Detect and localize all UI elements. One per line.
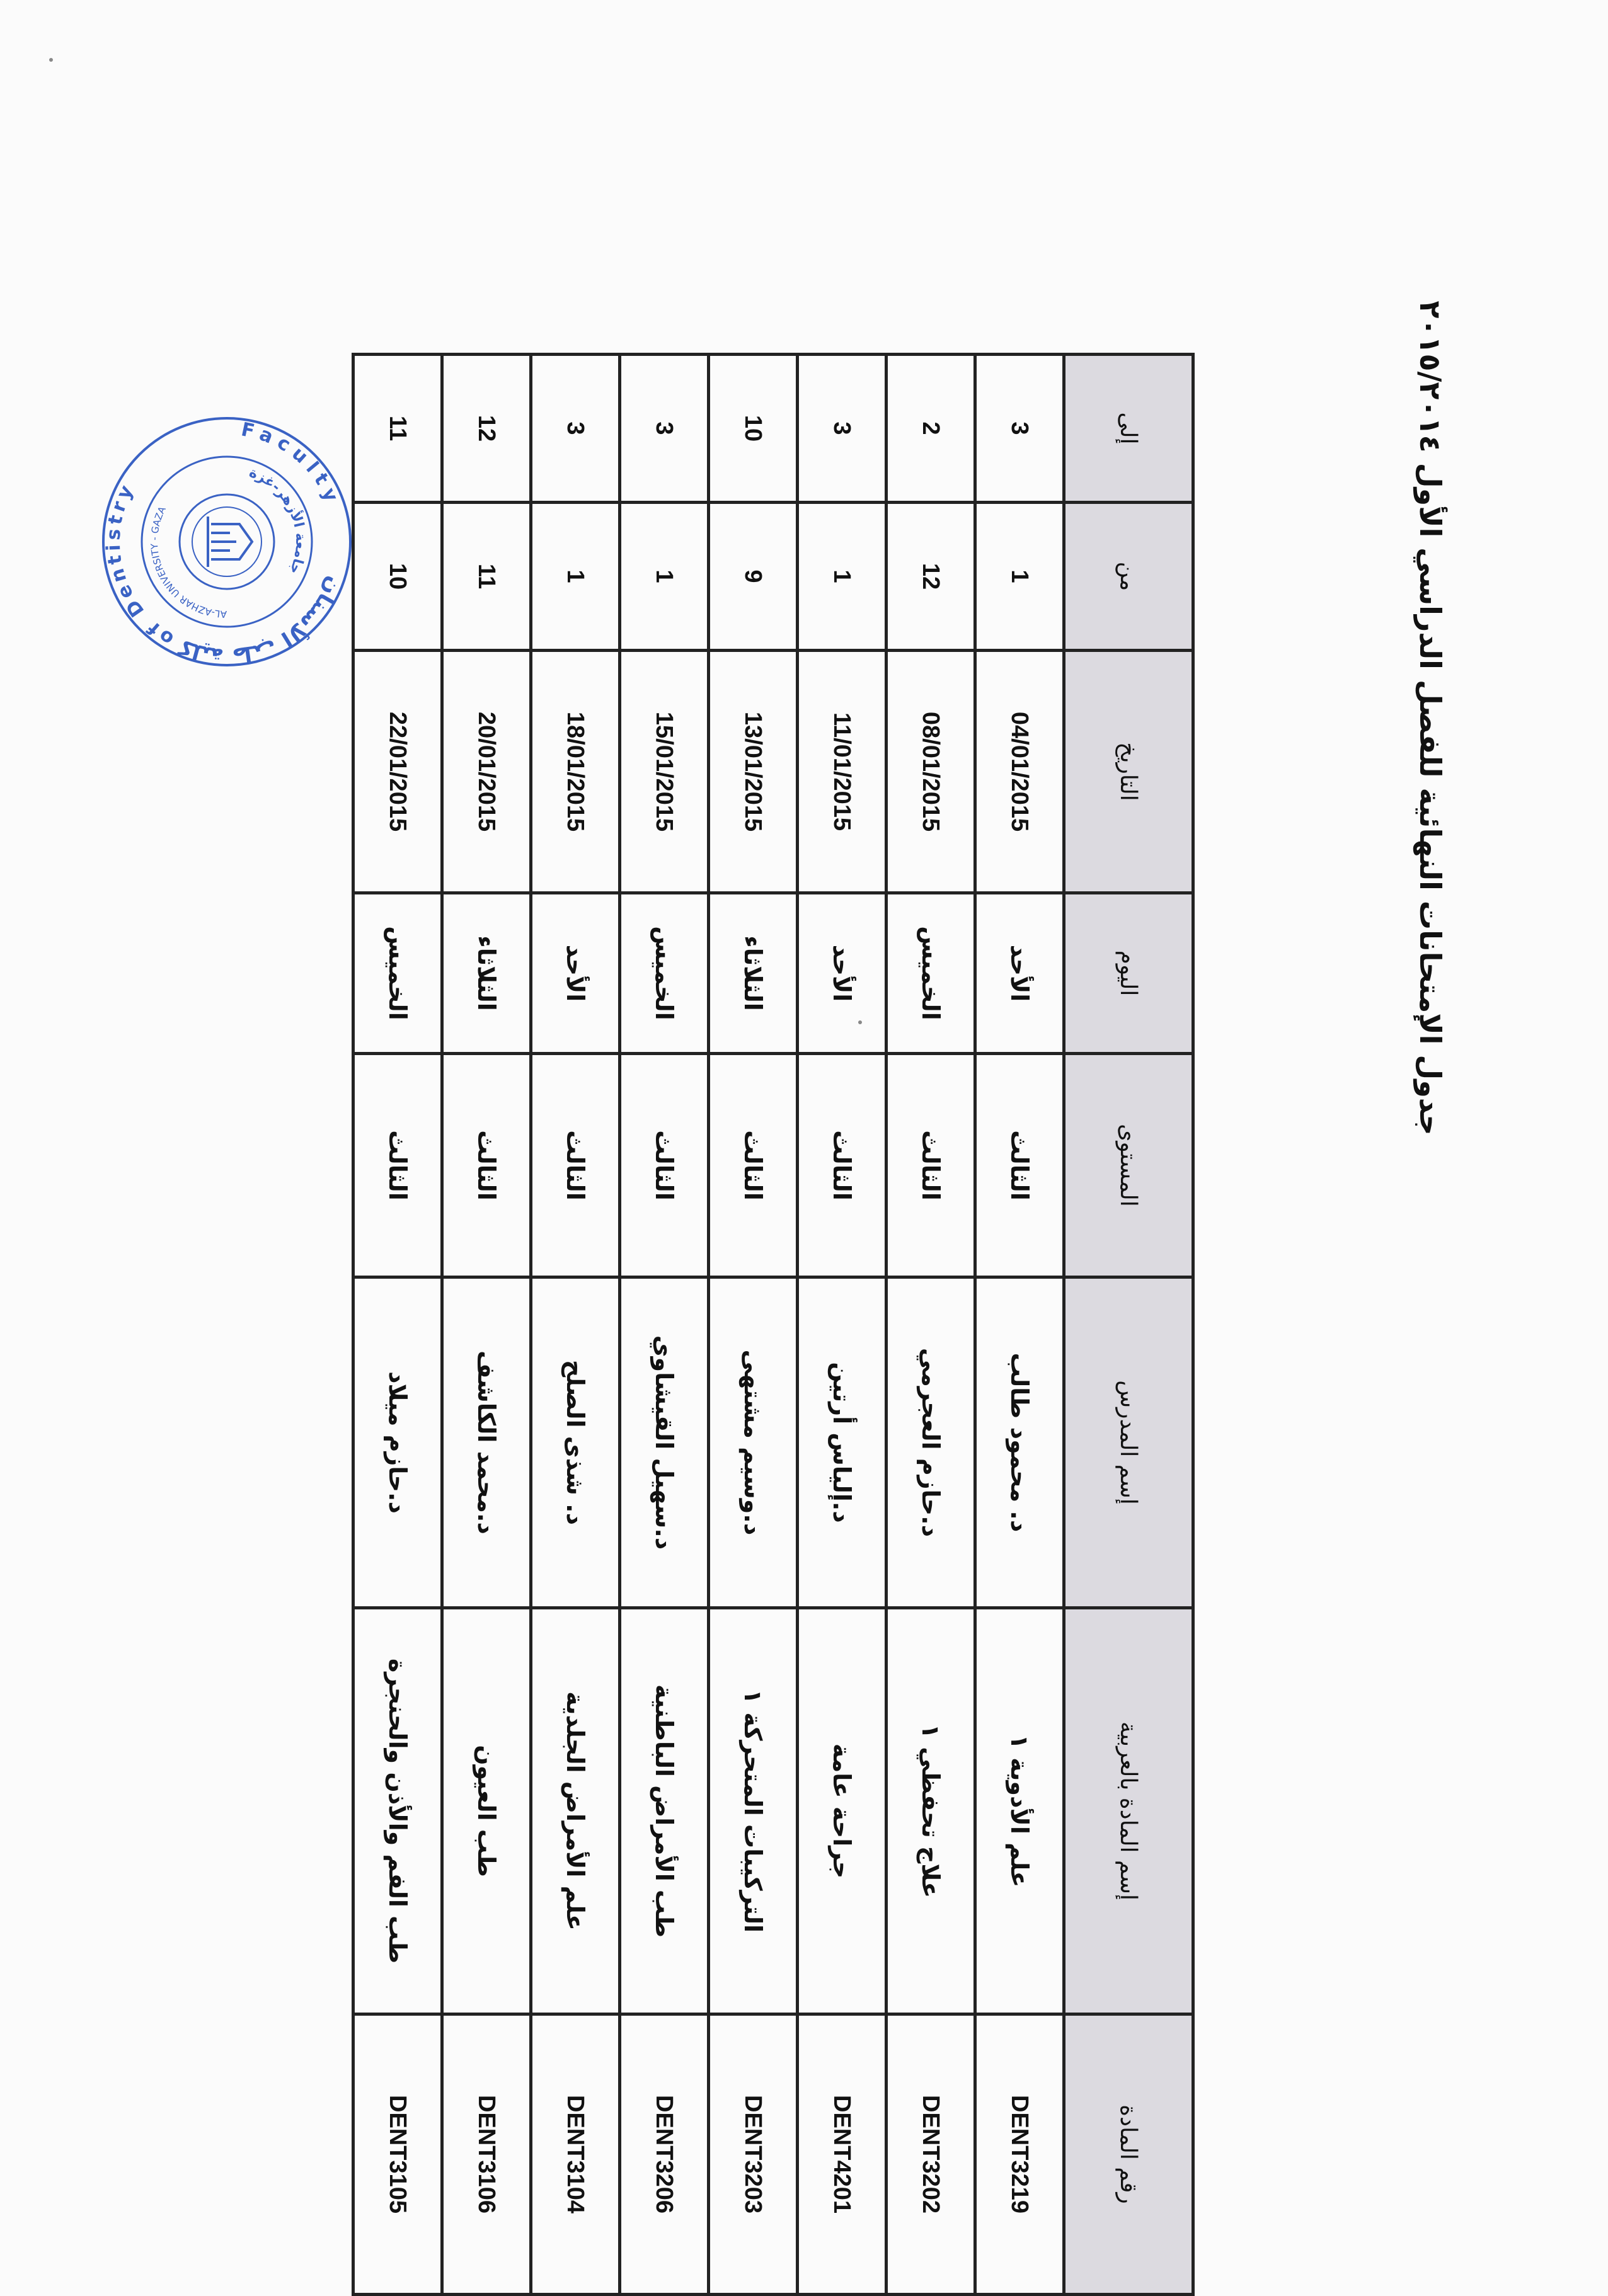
stamp-outer-en-bottom: of Dentistry [102, 478, 178, 651]
day-cell: الأحد [798, 893, 887, 1054]
instructor-cell: د.وسيم مشتهى [709, 1277, 798, 1608]
course-code-cell: DENT3106 [442, 2014, 531, 2295]
course-code-cell: DENT3202 [887, 2014, 975, 2295]
day-cell: الخميس [353, 893, 442, 1054]
table-row [887, 355, 975, 2295]
date-cell: 04/01/2015 [975, 651, 1064, 893]
course-code-cell: DENT4201 [798, 2014, 887, 2295]
from-cell: 12 [887, 503, 975, 651]
exam-schedule-table [352, 353, 1195, 2296]
from-cell: 1 [975, 503, 1064, 651]
table-row [709, 355, 798, 2295]
instructor-cell: د.حازم ميلاد [353, 1277, 442, 1608]
instructor-cell: د.إلياس أرتين [798, 1277, 887, 1608]
to-cell: 2 [887, 355, 975, 503]
level-cell: الثالث [975, 1054, 1064, 1277]
from-cell: 10 [353, 503, 442, 651]
faculty-stamp-seal [101, 416, 353, 668]
date-cell: 13/01/2015 [709, 651, 798, 893]
header-date: التاريخ [1064, 651, 1193, 893]
table-header-row [1064, 355, 1193, 2295]
level-cell: الثالث [531, 1054, 620, 1277]
from-cell: 1 [798, 503, 887, 651]
level-cell: الثالث [442, 1054, 531, 1277]
header-day: اليوم [1064, 893, 1193, 1054]
date-cell: 22/01/2015 [353, 651, 442, 893]
day-cell: الخميس [620, 893, 709, 1054]
to-cell: 12 [442, 355, 531, 503]
table-row [442, 355, 531, 2295]
course-code-cell: DENT3206 [620, 2014, 709, 2295]
header-instructor: إسم المدرس [1064, 1277, 1193, 1608]
table-row [798, 355, 887, 2295]
course-name-cell: طب العيون [442, 1608, 531, 2014]
from-cell: 1 [620, 503, 709, 651]
table-row [353, 355, 442, 2295]
table-wrapper [384, 353, 1195, 2213]
table-row [531, 355, 620, 2295]
scan-speck [858, 1020, 862, 1024]
table-row [620, 355, 709, 2295]
course-name-cell: التركيبات المتحركة ١ [709, 1608, 798, 2014]
instructor-cell: د.سهيل القيشاوي [620, 1277, 709, 1608]
stamp-outer-en-top: Faculty [239, 418, 345, 511]
level-cell: الثالث [353, 1054, 442, 1277]
instructor-cell: د. شذى الصلح [531, 1277, 620, 1608]
header-level: المستوى [1064, 1054, 1193, 1277]
date-cell: 15/01/2015 [620, 651, 709, 893]
date-cell: 11/01/2015 [798, 651, 887, 893]
instructor-cell: د.حازم العجرمي [887, 1277, 975, 1608]
date-cell: 20/01/2015 [442, 651, 531, 893]
course-code-cell: DENT3104 [531, 2014, 620, 2295]
stamp-inner-ar: جامعة الأزهر-غزة [246, 464, 309, 577]
course-code-cell: DENT3219 [975, 2014, 1064, 2295]
header-course-name: إسم المادة بالعربية [1064, 1608, 1193, 2014]
stamp-inner-en: AL-AZHAR UNIVERSITY - GAZA [148, 505, 227, 620]
header-from: من [1064, 503, 1193, 651]
level-cell: الثالث [709, 1054, 798, 1277]
course-code-cell: DENT3203 [709, 2014, 798, 2295]
to-cell: 3 [620, 355, 709, 503]
course-name-cell: علم الأمراض الجلدية [531, 1608, 620, 2014]
day-cell: الثلاثاء [442, 893, 531, 1054]
course-name-cell: جراحة عامة [798, 1608, 887, 2014]
day-cell: الأحد [975, 893, 1064, 1054]
course-name-cell: علم الأدوية ١ [975, 1608, 1064, 2014]
faculty-stamp [101, 416, 353, 668]
instructor-cell: د. محمود طالب [975, 1277, 1064, 1608]
header-course-code: رقم المادة [1064, 2014, 1193, 2295]
from-cell: 1 [531, 503, 620, 651]
course-name-cell: طب الأمراض الباطنية [620, 1608, 709, 2014]
date-cell: 18/01/2015 [531, 651, 620, 893]
day-cell: الثلاثاء [709, 893, 798, 1054]
day-cell: الخميس [887, 893, 975, 1054]
svg-text:AL-AZHAR UNIVERSITY - GAZA [149, 505, 227, 620]
instructor-cell: د.محمد الكاشف [442, 1277, 531, 1608]
day-cell: الأحد [531, 893, 620, 1054]
to-cell: 11 [353, 355, 442, 503]
table-row [975, 355, 1064, 2295]
header-to: إلى [1064, 355, 1193, 503]
svg-text:of Dentistry [103, 479, 178, 650]
from-cell: 9 [709, 503, 798, 651]
date-cell: 08/01/2015 [887, 651, 975, 893]
to-cell: 10 [709, 355, 798, 503]
stamp-outer-ar: كلية طب الأسنان [175, 573, 347, 668]
course-name-cell: علاج تحفظي ١ [887, 1608, 975, 2014]
page-title: جدول الإمتحانات النهائية للفصل الدراسي الأول ٢٠١٥/٢٠١٤ [1413, 300, 1447, 1136]
scan-speck [49, 58, 53, 62]
course-name-cell: طب الفم والأذن والحنجرة [353, 1608, 442, 2014]
from-cell: 11 [442, 503, 531, 651]
to-cell: 3 [798, 355, 887, 503]
level-cell: الثالث [798, 1054, 887, 1277]
to-cell: 3 [975, 355, 1064, 503]
course-code-cell: DENT3105 [353, 2014, 442, 2295]
to-cell: 3 [531, 355, 620, 503]
level-cell: الثالث [620, 1054, 709, 1277]
level-cell: الثالث [887, 1054, 975, 1277]
